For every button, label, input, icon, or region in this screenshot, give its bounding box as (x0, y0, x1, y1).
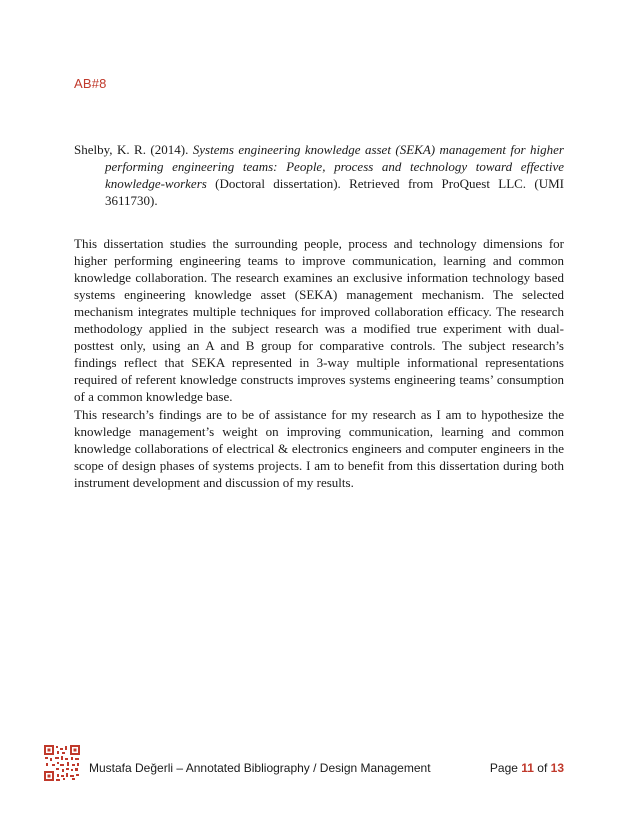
page-of: of (533, 761, 551, 775)
page-total: 13 (550, 761, 564, 775)
qr-code-icon (44, 745, 80, 781)
evaluation-paragraph: This research’s findings are to be of assistance for my research as I am to hypothesize the knowledge management’s weight on improving communication, learning and common knowledge collaborations of electrical & electronics engineers and computer engineers in the scope of design phases of systems projects. I am to benefit from this dissertation during both instrument development and discussion of my results. (74, 407, 564, 490)
citation (74, 141, 564, 209)
citation-title: Systems engineering knowledge asset (SEKA) management for higher performing engineering teams: People, process and technology toward effective knowledge-workers (105, 142, 564, 191)
page-current: 11 (521, 761, 534, 775)
page-number (490, 761, 564, 775)
citation-rest: (Doctoral dissertation). Retrieved from ProQuest LLC. (UMI 3611730). (105, 176, 564, 208)
summary-paragraph: This dissertation studies the surrounding people, process and technology dimensions for higher performing engineering teams to improve communication, learning and common knowledge collaboration. The research examines an exclusive information technology based systems engineering knowledge asset (SEKA) management mechanism. The selected mechanism integrates multiple techniques for improved collaboration efficacy. The research methodology applied in the subject research was a modified true experiment with dual-posttest only, using an A and B group for comparative controls. The subject research’s findings reflect that SEKA represented in 3-way multiple informational representations required of referent knowledge constructs improves systems engineering teams’ consumption of a common knowledge base. (74, 236, 564, 404)
entry-heading: AB#8 (74, 76, 107, 91)
page-footer (44, 745, 584, 781)
footer-author-title: Mustafa Değerli – Annotated Bibliography / Design Management (89, 761, 431, 775)
page-label: Page (489, 761, 522, 775)
citation-authors: Shelby, K. R. (2014). (74, 142, 193, 157)
